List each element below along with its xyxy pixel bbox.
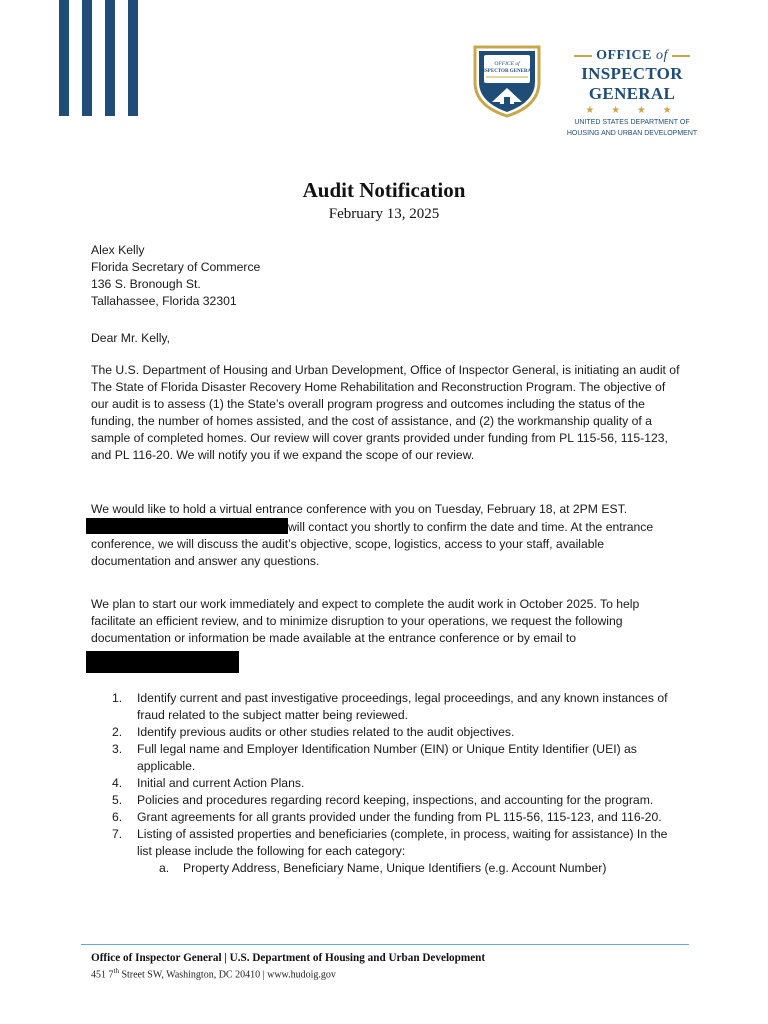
paragraph-entrance-line-1: We would like to hold a virtual entrance conference with you on Tuesday, February 18, at 2PM EST. (91, 502, 628, 516)
footer-office: Office of Inspector General | U.S. Department of Housing and Urban Development (91, 952, 486, 964)
paragraph-documentation-request: We plan to start our work immediately and expect to complete the audit work in October 2025. To help facilitate an efficient review, and to minimize disruption to your operations, we request the following documentation or information be made available at the entrance conference or by email to (91, 596, 681, 673)
recipient-name: Alex Kelly (91, 243, 145, 257)
logo-department-line-1: UNITED STATES DEPARTMENT OF (574, 119, 690, 126)
header-stripe (82, 0, 92, 116)
logo-rule (574, 55, 592, 57)
recipient-street: 136 S. Bronough St. (91, 277, 201, 291)
oig-logo (472, 44, 722, 137)
paragraph-entrance-rest: will contact you shortly to confirm the date and time. At the entrance conference, we will discuss the audit’s objective, scope, logistics, access to your staff, available documentation and answer any questions. (91, 518, 681, 570)
letter-title: Audit Notification (302, 178, 466, 202)
letter-date: February 13, 2025 (328, 206, 440, 222)
header-stripe (128, 0, 138, 116)
logo-rule (672, 55, 690, 57)
sub-list-item: a. Property Address, Beneficiary Name, Unique Identifiers (e.g. Account Number) (159, 861, 607, 875)
header-stripe (59, 0, 69, 116)
recipient-city: Tallahassee, Florida 32301 (91, 294, 237, 308)
footer-divider (81, 944, 689, 945)
list-item: 3. Full legal name and Employer Identification Number (EIN) or Unique Entity Identifier (UEI) as applicable. (112, 742, 637, 773)
paragraph-entrance-conference (91, 501, 681, 570)
svg-text:INSPECTOR GENERAL: INSPECTOR GENERAL (479, 69, 535, 74)
list-item: 6. Grant agreements for all grants provided under the funding from PL 115-56, 115-123, and 116-20. (112, 810, 662, 824)
redaction-block (86, 651, 239, 673)
logo-of-text: of (656, 48, 668, 63)
list-item: 2. Identify previous audits or other studies related to the audit objectives. (112, 725, 515, 739)
svg-text:OFFICE of: OFFICE of (494, 61, 520, 67)
logo-line-1 (554, 48, 710, 64)
oig-seal-icon (472, 44, 542, 118)
paragraph-audit-objective: The U.S. Department of Housing and Urban Development, Office of Inspector General, is initiating an audit of The State of Florida Disaster Recovery Home Rehabilitation and Reconstruction Program. The objective of our audit is to assess (1) the State’s overall program progress and outcomes including the status of the funding, the number of homes assisted, and the cost of assistance, and (2) the workmanship quality of a sample of completed homes. Our review will cover grants provided under funding from PL 115-56, 115-123, and PL 116-20. We will notify you if we expand the scope of our review. (91, 363, 680, 462)
recipient-title: Florida Secretary of Commerce (91, 260, 261, 274)
header-stripe (105, 0, 115, 116)
list-item: 5. Policies and procedures regarding record keeping, inspections, and accounting for the program. (112, 793, 654, 807)
logo-inspector-general: INSPECTOR GENERAL (581, 64, 683, 103)
logo-stars: ★ ★ ★ ★ (585, 105, 679, 116)
redaction-block (86, 518, 288, 534)
logo-office-text: OFFICE (596, 48, 652, 63)
list-item: 4. Initial and current Action Plans. (112, 776, 305, 790)
logo-department-line-2: HOUSING AND URBAN DEVELOPMENT (566, 130, 698, 137)
list-item: 1. Identify current and past investigative proceedings, legal proceedings, and any known instances of fraud related to the subject matter being reviewed. (112, 691, 668, 722)
footer-address: 451 7th Street SW, Washington, DC 20410 | www.hudoig.gov (91, 967, 336, 981)
salutation: Dear Mr. Kelly, (91, 331, 171, 345)
request-list (112, 690, 682, 877)
recipient-address (91, 242, 681, 310)
list-item: 7. Listing of assisted properties and beneficiaries (complete, in process, waiting for assistance) In the list please include the following for each category: (112, 827, 668, 858)
